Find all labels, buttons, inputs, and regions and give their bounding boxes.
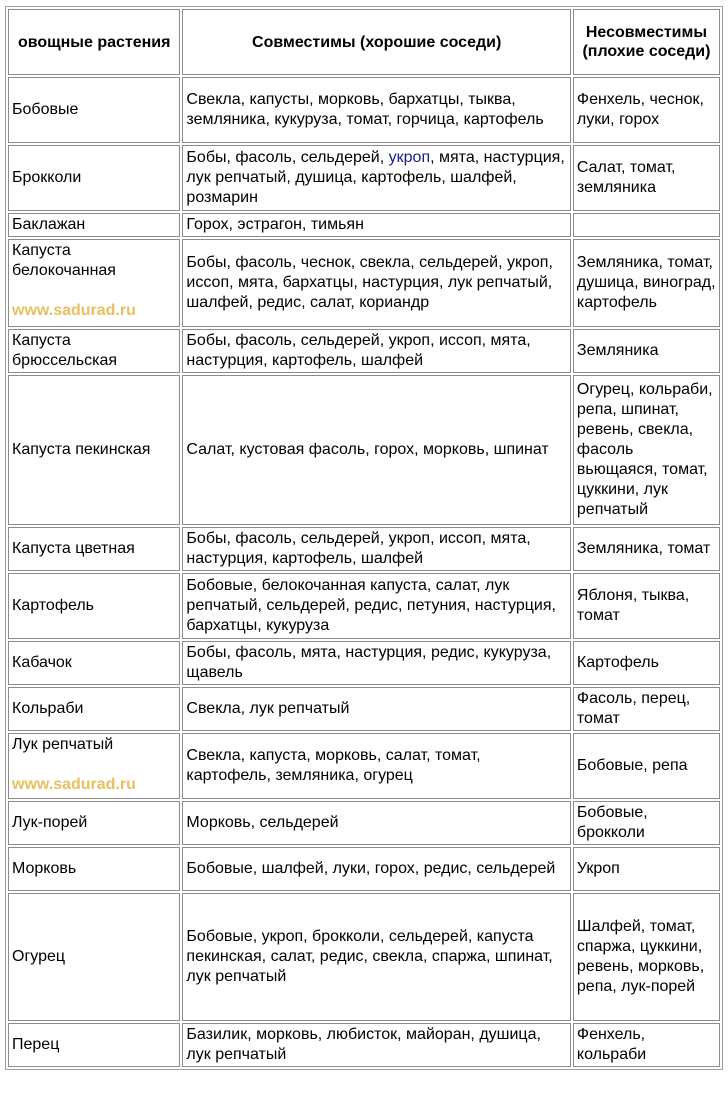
good-cell: Свекла, капусты, морковь, бархатцы, тыква, земляника, кукуруза, томат, горчица, картофель — [182, 77, 570, 143]
good-cell: Горох, эстрагон, тимьян — [182, 213, 570, 237]
bad-cell — [573, 213, 720, 237]
table-row — [8, 329, 720, 373]
good-cell: Свекла, лук репчатый — [182, 687, 570, 731]
good-cell: Бобы, фасоль, сельдерей, укроп, иссоп, мята, настурция, картофель, шалфей — [182, 527, 570, 571]
bad-cell: Шалфей, томат, спаржа, цуккини, ревень, морковь, репа, лук-порей — [573, 893, 720, 1021]
plant-cell: Капуста цветная — [8, 527, 180, 571]
highlighted-word: укроп — [388, 149, 431, 166]
table-row — [8, 527, 720, 571]
header-plant: овощные растения — [8, 9, 180, 75]
bad-cell: Укроп — [573, 847, 720, 891]
bad-cell: Салат, томат, земляника — [573, 145, 720, 211]
good-cell: Салат, кустовая фасоль, горох, морковь, шпинат — [182, 375, 570, 525]
plant-cell: Огурец — [8, 893, 180, 1021]
bad-cell: Фенхель, чеснок, луки, горох — [573, 77, 720, 143]
bad-cell: Фасоль, перец, томат — [573, 687, 720, 731]
good-text: Бобы, фасоль, сельдерей, — [186, 149, 385, 166]
plant-cell — [8, 733, 180, 799]
table-row — [8, 145, 720, 211]
bad-cell: Бобовые, брокколи — [573, 801, 720, 845]
table-row — [8, 801, 720, 845]
table-row — [8, 847, 720, 891]
table-row — [8, 1023, 720, 1067]
good-cell: Бобовые, шалфей, луки, горох, редис, сельдерей — [182, 847, 570, 891]
table-row — [8, 893, 720, 1021]
good-text: , мята, настурция, лук репчатый, душица, картофель, шалфей, розмарин — [186, 149, 565, 206]
bad-cell: Огурец, кольраби, репа, шпинат, ревень, свекла, фасоль вьющаяся, томат, цуккини, лук репчатый — [573, 375, 720, 525]
table-row — [8, 733, 720, 799]
header-bad-neighbors: Несовместимы (плохие соседи) — [573, 9, 720, 75]
plant-cell: Картофель — [8, 573, 180, 639]
watermark-text: www.sadurad.ru — [12, 302, 136, 319]
table-row — [8, 239, 720, 327]
table-header-row — [8, 9, 720, 75]
good-cell: Бобы, фасоль, мята, настурция, редис, кукуруза, щавель — [182, 641, 570, 685]
good-cell: Свекла, капуста, морковь, салат, томат, картофель, земляника, огурец — [182, 733, 570, 799]
plant-name: Лук репчатый — [12, 736, 114, 753]
plant-cell: Капуста пекинская — [8, 375, 180, 525]
plant-name: Капуста белокочанная — [12, 242, 116, 279]
table-row — [8, 213, 720, 237]
good-cell: Бобовые, укроп, брокколи, сельдерей, капуста пекинская, салат, редис, свекла, спаржа, шпинат, лук репчатый — [182, 893, 570, 1021]
good-cell — [182, 145, 570, 211]
bad-cell: Земляника, томат — [573, 527, 720, 571]
plant-cell: Баклажан — [8, 213, 180, 237]
watermark-text: www.sadurad.ru — [12, 776, 136, 793]
bad-cell: Фенхель, кольраби — [573, 1023, 720, 1067]
plant-cell: Кабачок — [8, 641, 180, 685]
plant-cell: Кольраби — [8, 687, 180, 731]
good-cell: Бобы, фасоль, чеснок, свекла, сельдерей, укроп, иссоп, мята, бархатцы, настурция, лук репчатый, шалфей, редис, салат, кориандр — [182, 239, 570, 327]
table-row — [8, 573, 720, 639]
table-row — [8, 641, 720, 685]
table-row — [8, 375, 720, 525]
bad-cell: Земляника — [573, 329, 720, 373]
good-cell: Морковь, сельдерей — [182, 801, 570, 845]
good-cell: Базилик, морковь, любисток, майоран, душица, лук репчатый — [182, 1023, 570, 1067]
plant-cell: Перец — [8, 1023, 180, 1067]
plant-cell — [8, 239, 180, 327]
bad-cell: Яблоня, тыква, томат — [573, 573, 720, 639]
table-row — [8, 687, 720, 731]
plant-cell: Лук-порей — [8, 801, 180, 845]
bad-cell: Земляника, томат, душица, виноград, картофель — [573, 239, 720, 327]
bad-cell: Картофель — [573, 641, 720, 685]
plant-cell: Морковь — [8, 847, 180, 891]
plant-cell: Капуста брюссельская — [8, 329, 180, 373]
companion-plants-table — [5, 6, 723, 1070]
plant-cell: Бобовые — [8, 77, 180, 143]
bad-cell: Бобовые, репа — [573, 733, 720, 799]
table-row — [8, 77, 720, 143]
good-cell: Бобы, фасоль, сельдерей, укроп, иссоп, мята, настурция, картофель, шалфей — [182, 329, 570, 373]
good-cell: Бобовые, белокочанная капуста, салат, лук репчатый, сельдерей, редис, петуния, настурция, бархатцы, кукуруза — [182, 573, 570, 639]
header-good-neighbors: Совместимы (хорошие соседи) — [182, 9, 570, 75]
plant-cell: Брокколи — [8, 145, 180, 211]
